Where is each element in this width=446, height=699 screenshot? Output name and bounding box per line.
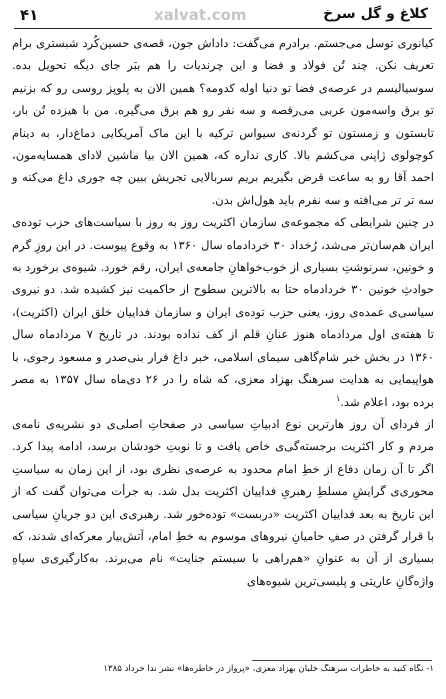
footnote-divider <box>252 660 432 661</box>
body-text <box>12 32 434 592</box>
paragraph-2 <box>12 211 434 413</box>
watermark: xalvat.com <box>154 6 247 24</box>
page-header <box>14 2 432 29</box>
paragraph-3: از فردای آن روز هارترین نوع ادبیاتِ سیاسی در صفحاتِ اصلی‌ی دو نشریه‌ی نامه‌ی مردم و کار اکثریت برجسته‌گی‌ی خاص یافت و تا نوبتِ خودشان برسد، ادامه پیدا کرد. اگر تا آن زمان دفاع از خطِ امام محدود به عرصه‌ی نظری بود، از این زمان به سیاستِ محوری‌ی گرایشِ مسلطِ رهبریِ فداییان اکثریت بدل شد. به جرأت می‌توان گفت که از این تاریخ به بعد فداییان اکثریت «دربست» توده‌خور شد. رهبری‌ی این دو جریانِ سیاسی با قرار گرفتن در صفِ حامیانِ نیروهای موسوم به خطِ امام، آتش‌بیار معرکه‌ای شدند، که بسیاری از آن به عنوانِ «هم‌راهی با سیستم جنایت» نام می‌برند. به‌کارگیری‌ی سپاهِ واژه‌گانِ عاریتی و پلیسی‌ترین شیوه‌های <box>12 416 434 588</box>
paragraph-2-text: در چنین شرایطی که مجموعه‌ی سازمان اکثریت روز به روز با سیاست‌های حزب توده‌ی ایران هم‌سان‌تر می‌شد، رُخداد ۳۰ خردادماه سال ۱۳۶۰ به وقوع پیوست. در این روزِ گرم و خونین، سرنوشتِ بسیاری از خوب‌خواهانِ جامعه‌ی ایران، رقم خورد. شیوه‌ی برخورد به حوادثِ خونین ۳۰ خردادماه حتا به بالاترین سطوح از حاکمیت نیز کشیده شد. دو نیروی سیاسی‌ی عمده‌ی روز، یعنی حزب توده‌ی ایران و سازمان فداییان خلق ایران (اکثریت)، تا هفته‌ی اول مردادماه هنوز عنانِ قلم از کف نداده بودند. در تاریخ ۷ مردادماه سال ۱۳۶۰ در بخش خبر شام‌گاهی سیمای اسلامی، خبر داغ فرار بنی‌صدر و مسعود رجوی، با هواپیمایی به هدایت سرهنگ بهزاد معزی، که شاه را در ۲۶ دی‌ماه سال ۱۳۵۷ به مصر برده بود، اعلام شد. <box>12 215 435 409</box>
paragraph-1: کیانوری توسل می‌جستم. برادرم می‌گفت: داداش جون، قصه‌ی حسین‌کُرد شبستری برام تعریف نکن. چند تُن فولاد و فضا و این چرندیات را هم ببَر جای دیگه تحویل بده. سوسیالیسم در عرصه‌ی فضا تو دنیا اوله کدومه؟ همین الان به پلوپز روسی رو که بزنیم تو برق واسه‌مون عربی می‌رقصه و سه نفر رو هم برق می‌گیره. من با هیزده تُن بار، تابستون و زمستون تو گردنه‌ی سیواس ترکیه با این ماک آمریکایی دماغ‌دار، به دینام کوچولوی ژاپنی می‌کشم بالا. کاری نداره که، همین الان بیا ماشین لادای همسایه‌مون، احمد آقا رو به ساعت قرض بگیریم بریم سربالایی تجریش ببین چه جوری داغ می‌کنه و سه تر تر می‌افته و سه نفرم باید هول‌اش بدن. <box>12 36 434 207</box>
running-title: کلاغ و گل سرخ <box>323 6 428 22</box>
footnote-marker: ۱ <box>335 393 341 403</box>
page-number: ۴۱ <box>20 6 39 24</box>
footnote: ۱- نگاه کنید به خاطرات سرهنگ خلبان بهزاد معزی، «پرواز در خاطره‌ها» نشر ندا خرداد ۱۳۸۵ <box>103 664 434 674</box>
